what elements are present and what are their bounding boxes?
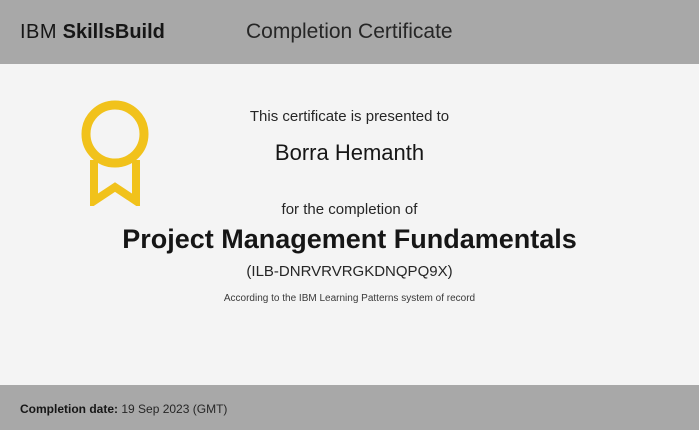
record-text: According to the IBM Learning Patterns system of record bbox=[223, 293, 476, 304]
header-title: Completion Certificate bbox=[246, 20, 453, 43]
completion-date-label: Completion date: bbox=[20, 402, 118, 416]
completion-date-value: 19 Sep 2023 (GMT) bbox=[121, 402, 228, 416]
header-bar bbox=[0, 0, 699, 64]
completion-text: for the completion of bbox=[281, 201, 418, 218]
course-title: Project Management Fundamentals bbox=[122, 224, 577, 254]
presented-text: This certificate is presented to bbox=[249, 108, 450, 125]
footer-bar bbox=[0, 385, 699, 430]
certificate-id: (ILB-DNRVRVRGKDNQPQ9X) bbox=[246, 263, 453, 280]
completion-date bbox=[20, 401, 227, 417]
recipient-name: Borra Hemanth bbox=[274, 140, 425, 165]
brand-ibm: IBM bbox=[20, 21, 58, 43]
brand-skillsbuild: SkillsBuild bbox=[62, 21, 165, 43]
brand-logo bbox=[20, 19, 165, 45]
